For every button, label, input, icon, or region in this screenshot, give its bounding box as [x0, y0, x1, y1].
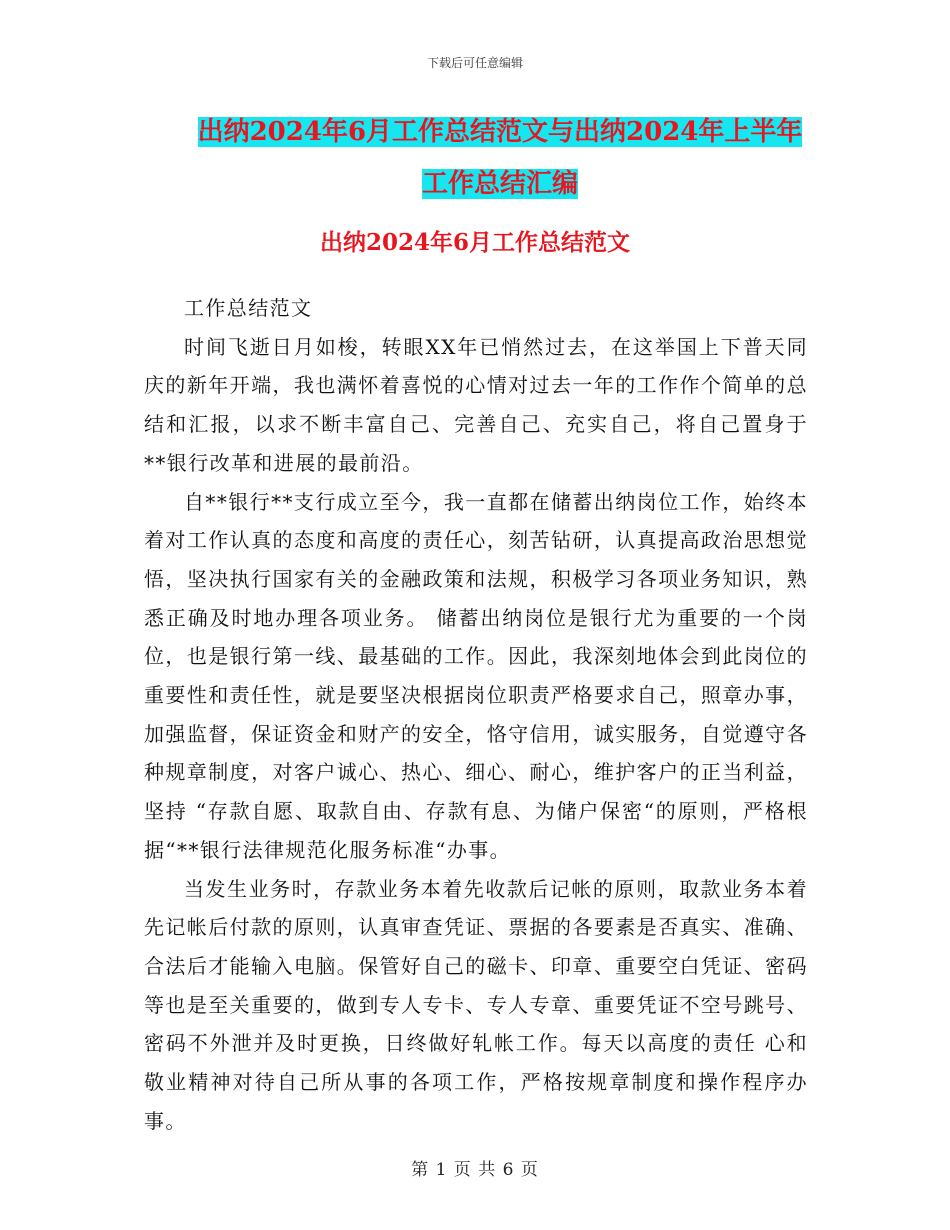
- body-text: [144, 289, 808, 1140]
- document-title-line1: 出纳2024年6月工作总结范文与出纳2024年上半年: [197, 117, 803, 147]
- document-title-line2: 工作总结汇编: [421, 169, 578, 199]
- paragraph-heading: 工作总结范文: [184, 296, 313, 320]
- paragraph: 自**银行**支行成立至今，我一直都在储蓄出纳岗位工作，始终本着对工作认真的态度和高度的责任心，刻苦钻研，认真提高政治思想觉悟，坚决执行国家有关的金融政策和法规，积极学习各项业务知识，熟悉正确及时地办理各项业务。 储蓄出纳岗位是银行尤为重要的一个岗位，也是银行第一线、最基础的工作。因此，我深刻地体会到此岗位的重要性和责任性，就是要坚决根据岗位职责严格要求自己，照章办事，加强监督，保证资金和财产的安全，恪守信用，诚实服务，自觉遵守各种规章制度，对客户诚心、热心、细心、耐心，维护客户的正当利益，坚持 “存款自愿、取款自由、存款有息、为储户保密“的原则，严格根据“**银行法律规范化服务标准“办事。: [144, 489, 808, 862]
- document-title: [150, 106, 850, 210]
- section-title: 出纳2024年6月工作总结范文: [319, 229, 631, 256]
- paragraph: 时间飞逝日月如梭，转眼XX年已悄然过去，在这举国上下普天同庆的新年开端，我也满怀着喜悦的心情对过去一年的工作作个简单的总结和汇报，以求不断丰富自己、完善自己、充实自己，将自己置身于**银行改革和进展的最前沿。: [144, 334, 808, 475]
- page-header: 下载后可任意编辑: [426, 56, 523, 70]
- page-footer: 第 1 页 共 6 页: [411, 1160, 539, 1180]
- paragraph: 当发生业务时，存款业务本着先收款后记帐的原则，取款业务本着先记帐后付款的原则，认真审查凭证、票据的各要素是否真实、准确、合法后才能输入电脑。保管好自己的磁卡、印章、重要空白凭证、密码等也是至关重要的，做到专人专卡、专人专章、重要凭证不空号跳号、密码不外泄并及时更换，日终做好轧帐工作。每天以高度的责任 心和敬业精神对待自己所从事的各项工作，严格按规章制度和操作程序办事。: [144, 876, 808, 1133]
